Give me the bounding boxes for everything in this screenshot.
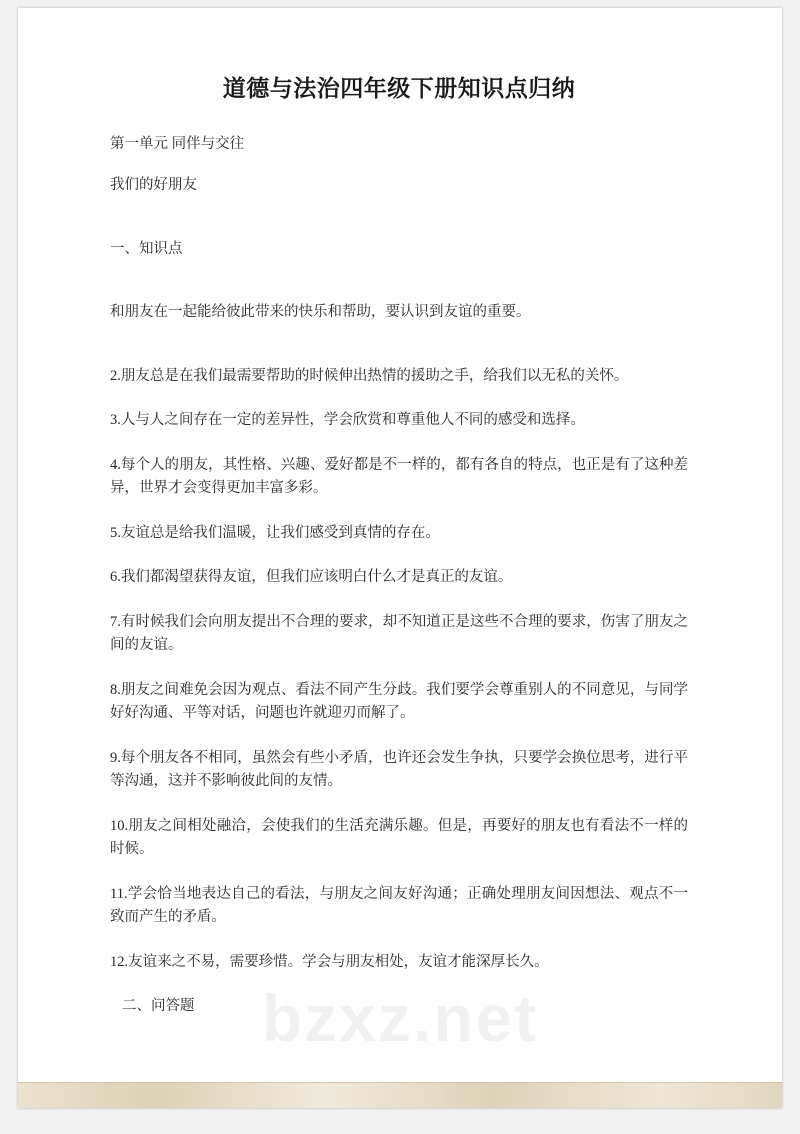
section-heading-questions: 二、问答题 — [122, 998, 195, 1015]
watermark: bzxz.net — [261, 981, 539, 1055]
lesson-heading: 我们的好朋友 — [110, 177, 197, 194]
section-heading-knowledge-points: 一、知识点 — [110, 240, 183, 257]
document-content — [110, 70, 688, 1040]
page-bottom-rule — [18, 1082, 782, 1083]
knowledge-point: 12.友谊来之不易，需要珍惜。学会与朋友相处，友谊才能深厚长久。 — [110, 953, 549, 970]
knowledge-point: 2.朋友总是在我们最需要帮助的时候伸出热情的援助之手，给我们以无私的关怀。 — [110, 367, 629, 384]
knowledge-point: 5.友谊总是给我们温暖，让我们感受到真情的存在。 — [110, 524, 440, 541]
unit-heading: 第一单元 同伴与交往 — [110, 136, 245, 152]
page-title: 道德与法治四年级下册知识点归纳 — [222, 75, 576, 101]
knowledge-point: 10.朋友之间相处融洽，会使我们的生活充满乐趣。但是，再要好的朋友也有看法不一样的时候。 — [110, 817, 688, 858]
knowledge-point: 7.有时候我们会向朋友提出不合理的要求，却不知道正是这些不合理的要求，伤害了朋友之间的友谊。 — [110, 613, 688, 654]
document-page — [18, 8, 782, 1108]
knowledge-point: 3.人与人之间存在一定的差异性，学会欣赏和尊重他人不同的感受和选择。 — [110, 412, 585, 429]
knowledge-point: 4.每个人的朋友，其性格、兴趣、爱好都是不一样的，都有各自的特点，也正是有了这种差异，世界才会变得更加丰富多彩。 — [110, 456, 688, 497]
knowledge-point: 8.朋友之间难免会因为观点、看法不同产生分歧。我们要学会尊重别人的不同意见，与同学好好沟通、平等对话，问题也许就迎刃而解了。 — [110, 681, 688, 722]
page-bottom-decoration — [18, 1082, 782, 1108]
knowledge-point: 11.学会恰当地表达自己的看法，与朋友之间友好沟通；正确处理朋友间因想法、观点不一致而产生的矛盾。 — [110, 885, 688, 926]
knowledge-point: 6.我们都渴望获得友谊，但我们应该明白什么才是真正的友谊。 — [110, 569, 513, 586]
knowledge-point: 和朋友在一起能给彼此带来的快乐和帮助，要认识到友谊的重要。 — [110, 304, 531, 321]
knowledge-point: 9.每个朋友各不相同，虽然会有些小矛盾，也许还会发生争执，只要学会换位思考，进行平等沟通，这并不影响彼此间的友情。 — [110, 749, 688, 790]
